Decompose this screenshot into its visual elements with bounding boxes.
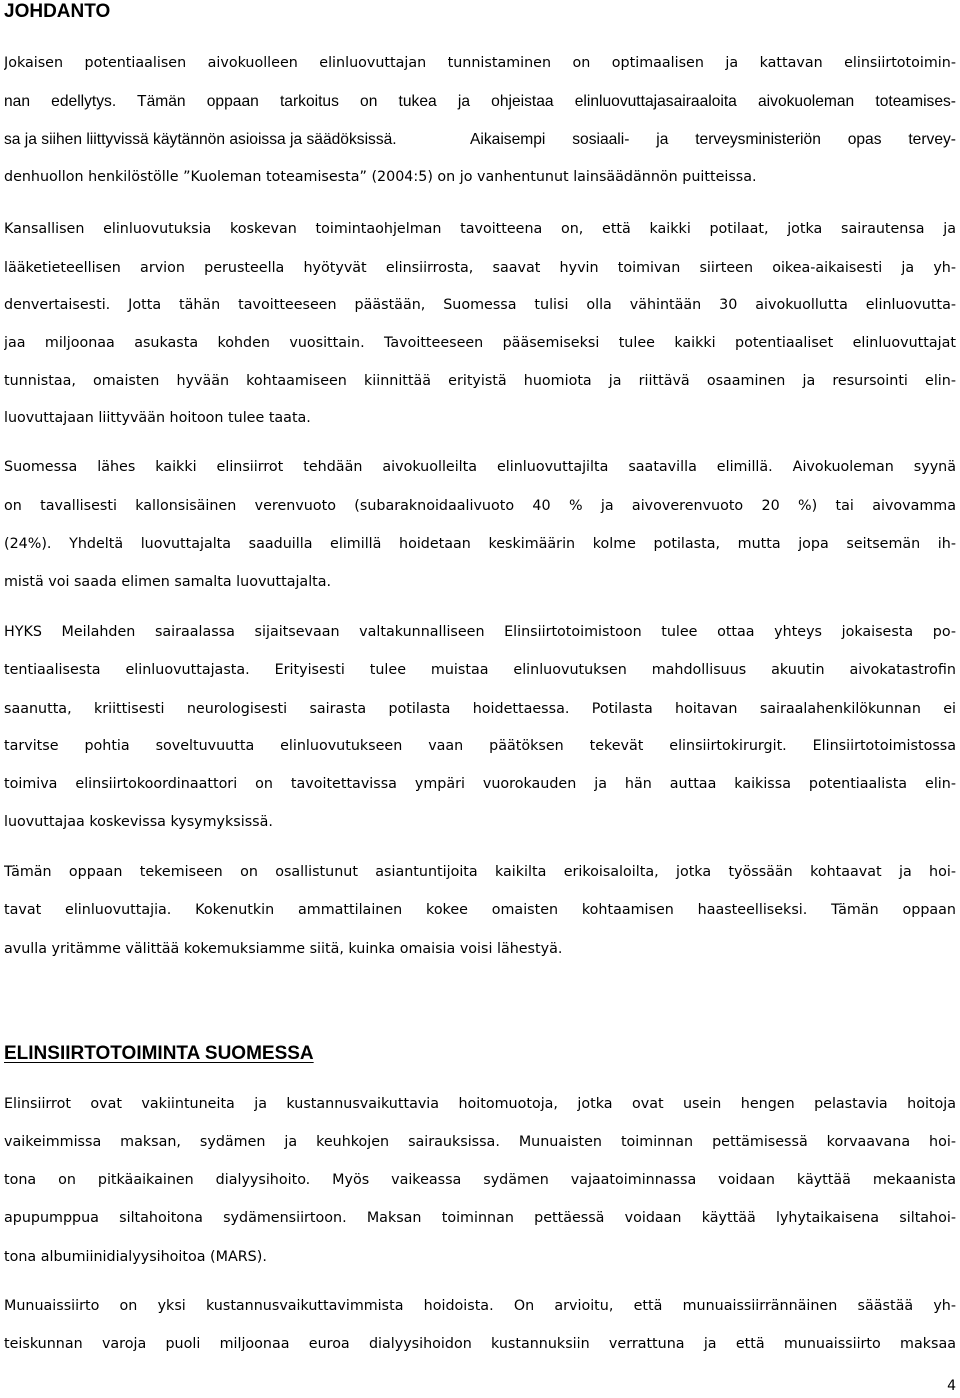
page-number: 4 [947,1378,956,1394]
text-line: on tavallisesti kallonsisäinen verenvuoto (subaraknoidaalivuoto 40 % ja aivoverenvuoto 20 %) tai aivovamma [4,499,956,514]
text-line: saanutta, kriittisesti neurologisesti sairasta potilasta hoidettaessa. Potilasta hoitavan sairaalahenkilökunnan ei [4,702,956,717]
text-line: nan edellytys. Tämän oppaan tarkoitus on tukea ja ohjeistaa elinluovuttajasairaaloita aivokuoleman toteamises- [4,94,956,110]
text-line: Munuaissiirto on yksi kustannusvaikuttavimmista hoidoista. On arvioitu, että munuaissiirrännäinen säästää yh- [4,1299,956,1314]
text-line: mistä voi saada elimen samalta luovuttajalta. [4,574,332,590]
text-line: Tämän oppaan tekemiseen on osallistunut asiantuntijoita kaikilta erikoisaloilta, jotka työssään kohtaavat ja hoi- [4,865,956,880]
text-line: denhuollon henkilöstölle ”Kuoleman toteamisesta” (2004:5) on jo vanhentunut lainsäädännön puitteissa. [4,169,757,185]
text-line: tona albumiinidialyysihoitoa (MARS). [4,1249,267,1265]
text-line: Kansallisen elinluovutuksia koskevan toimintaohjelman tavoitteena on, että kaikki potilaat, jotka sairautensa ja [4,222,956,237]
text-line: avulla yritämme välittää kokemuksiamme siitä, kuinka omaisia voisi lähestyä. [4,941,563,957]
text-line: tarvitse pohtia soveltuvuutta elinluovutukseen vaan päätöksen tekevät elinsiirtokirurgit. Elinsiirtotoimistossa [4,739,956,754]
text-line: Elinsiirrot ovat vakiintuneita ja kustannusvaikuttavia hoitomuotoja, jotka ovat usein hengen pelastavia hoitoja [4,1097,956,1112]
text-line: Aikaisempi sosiaali- ja terveysministeriön opas tervey- [470,132,956,148]
text-line: teiskunnan varoja puoli miljoonaa euroa dialyysihoidon kustannuksiin verrattuna ja että munuaissiirto maksaa [4,1337,956,1352]
text-line: vaikeimmissa maksan, sydämen ja keuhkojen sairauksissa. Munuaisten toiminnan pettämisessä korvaavana hoi- [4,1135,956,1150]
text-line: HYKS Meilahden sairaalassa sijaitsevaan valtakunnalliseen Elinsiirtotoimistoon tulee ottaa yhteys jokaisesta po- [4,625,956,640]
section-heading-elinsiirtotoiminta: ELINSIIRTOTOIMINTA SUOMESSA [4,1043,314,1064]
text-line: tentiaalisesta elinluovuttajasta. Erityisesti tulee muistaa elinluovutuksen mahdollisuus akuutin aivokatastrofin [4,663,956,678]
text-line: luovuttajaa koskevissa kysymyksissä. [4,814,273,830]
text-line: tunnistaa, omaisten hyvään kohtaamiseen kiinnittää erityistä huomiota ja riittävä osaaminen ja resursointi elin- [4,374,956,389]
text-line: (24%). Yhdeltä luovuttajalta saaduilla elimillä hoidetaan keskimäärin kolme potilasta, mutta jopa seitsemän ih- [4,537,956,552]
text-line: Jokaisen potentiaalisen aivokuolleen elinluovuttajan tunnistaminen on optimaalisen ja kattavan elinsiirtotoimin- [4,56,956,71]
text-line: luovuttajaan liittyvään hoitoon tulee taata. [4,410,311,426]
text-line: Suomessa lähes kaikki elinsiirrot tehdään aivokuolleilta elinluovuttajilta saatavilla elimillä. Aivokuoleman syynä [4,460,956,475]
text-line: denvertaisesti. Jotta tähän tavoitteeseen päästään, Suomessa tulisi olla vähintään 30 aivokuollutta elinluovutta- [4,298,956,313]
text-line: apupumppua siltahoitona sydämensiirtoon. Maksan toiminnan pettäessä voidaan käyttää lyhytaikaisena siltahoi- [4,1211,956,1226]
text-line: toimiva elinsiirtokoordinaattori on tavoitettavissa ympäri vuorokauden ja hän auttaa kaikissa potentiaalista elin- [4,777,956,792]
text-line: tavat elinluovuttajia. Kokenutkin ammattilainen kokee omaisten kohtaamisen haasteelliseksi. Tämän oppaan [4,903,956,918]
text-line: sa ja siihen liittyvissä käytännön asioissa ja säädöksissä. [4,131,397,148]
text-line: jaa miljoonaa asukasta kohden vuosittain. Tavoitteeseen pääsemiseksi tulee kaikki potentiaaliset elinluovuttajat [4,336,956,351]
text-line: tona on pitkäaikainen dialyysihoito. Myös vaikeassa sydämen vajaatoiminnassa voidaan käyttää mekaanista [4,1173,956,1188]
text-line: lääketieteellisen arvion perusteella hyötyvät elinsiirrosta, saavat hyvin toimivan siirteen oikea-aikaisesti ja yh- [4,261,956,276]
section-heading-johdanto: JOHDANTO [4,1,111,22]
